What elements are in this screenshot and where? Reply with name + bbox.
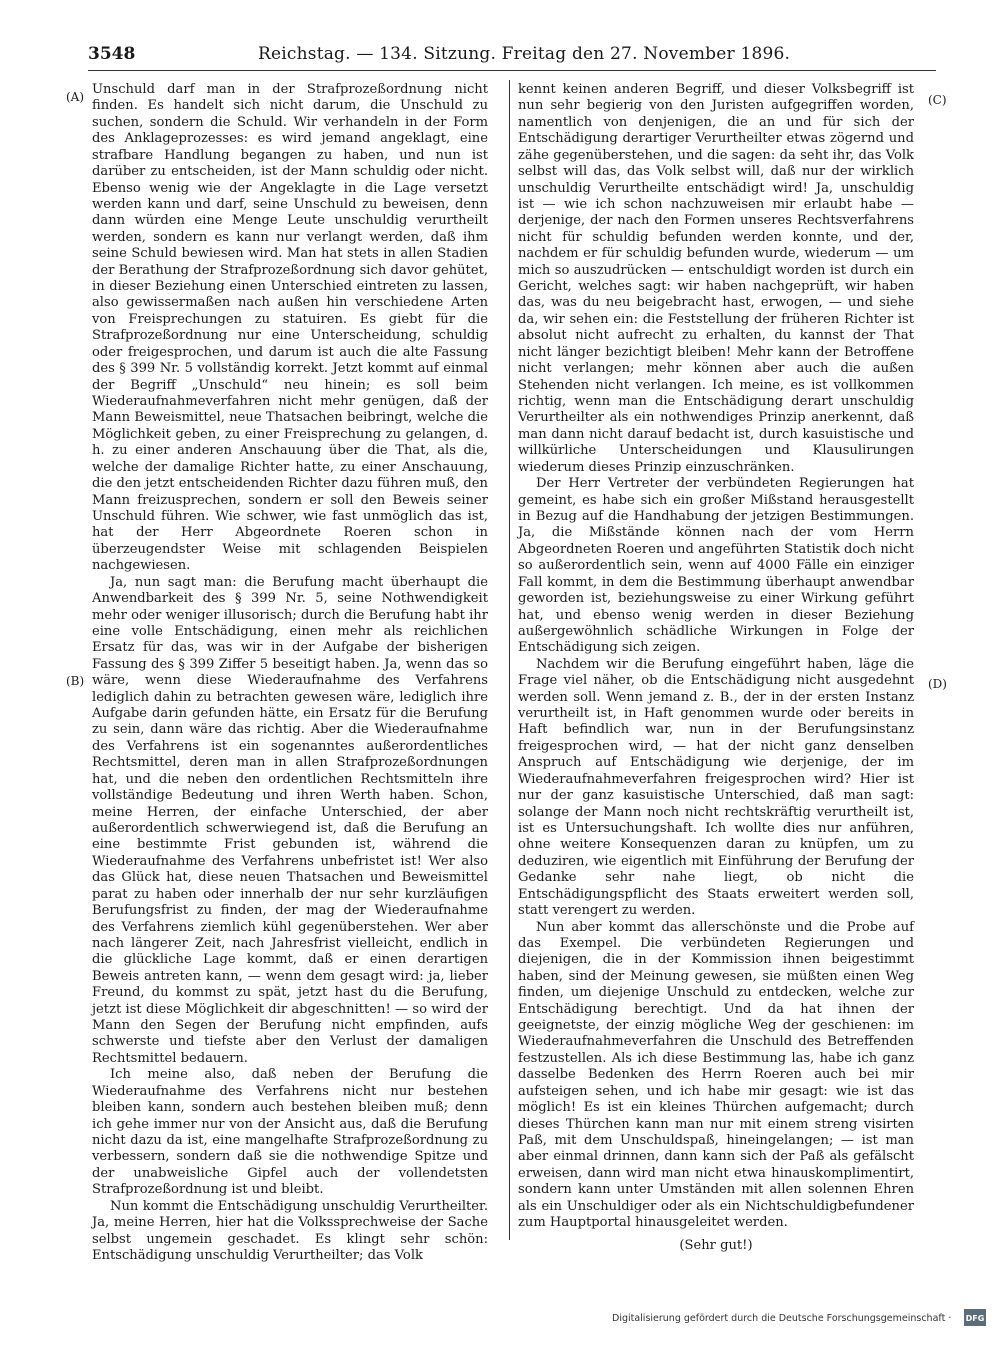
footer-credit: Digitalisierung gefördert durch die Deutsche Forschungsgemeinschaft ·	[612, 1313, 952, 1324]
paragraph: Nun kommt die Entschädigung unschuldig Verurtheilter. Ja, meine Herren, hier hat die Volkssprechweise der Sache selbst ungemein geschadet. Es klingt sehr schön: Entschädigung unschuldig Verurtheilter; das Volk	[92, 1198, 488, 1263]
paragraph: Der Herr Vertreter der verbündeten Regierungen hat gemeint, es habe sich ein großer Mißstand herausgestellt in Bezug auf die Handhabung der jetzigen Bestimmungen. Ja, die Mißstände können nach der vom Herrn Abgeordneten Roeren und angeführten Statistik doch nicht so außerordentlich sein, wenn auf 4000 Fälle ein einziger Fall kommt, in dem die Bestimmung überhaupt anwendbar geworden ist, beziehungsweise zu einer Wirkung geführt hat, und ebenso wenig werden in dieser Beziehung außergewöhnlich schädliche Wirkungen in Folge der Entschädigung sich zeigen.	[518, 476, 914, 656]
running-head: Reichstag. — 134. Sitzung. Freitag den 27. November 1896.	[258, 44, 791, 64]
page-number: 3548	[88, 44, 136, 64]
column-divider	[509, 80, 510, 1240]
interjection: (Sehr gut!)	[679, 1237, 753, 1253]
margin-label-b: (B)	[66, 674, 85, 688]
margin-label-a: (A)	[66, 90, 85, 104]
header-rule	[88, 70, 936, 71]
left-column	[92, 82, 488, 1264]
paragraph: kennt keinen anderen Begriff, und dieser Volksbegriff ist nun sehr begierig von den Juristen aufgegriffen worden, namentlich von denjenigen, die an und für sich der Entschädigung derartiger Verurtheilter etwas zögernd und zähe gegenüberstehen, und die sagen: da seht ihr, das Volk selbst will das, das Volk selbst will, daß nur der wirklich unschuldig Verurtheilte entschädigt wird! Ja, unschuldig ist — wie ich schon nachzuweisen mir erlaubt habe — derjenige, der nach den Formen unseres Rechtsverfahrens nicht für schuldig befunden werden konnte, und der, nachdem er für schuldig befunden wurde, wiederum — um mich so auszudrücken — entschuldigt worden ist durch ein Gericht, welches sagt: wir haben nachgeprüft, wir haben das, was du neu beigebracht hast, erwogen, — und siehe da, wir sehen ein: die Feststellung der früheren Richter ist absolut nicht aufrecht zu erhalten, du kannst der That nicht länger bezichtigt bleiben! Mehr kann der Betroffene nicht verlangen; mehr können aber auch die außen Stehenden nicht verlangen. Ich meine, es ist vollkommen richtig, wenn man die Entschädigung derart unschuldig Verurtheilter als ein nothwendiges Prinzip anerkennt, daß man dann nicht darauf bedacht ist, durch kasuistische und willkürliche Unterscheidungen und Klausulirungen wiederum dieses Prinzip einzuschränken.	[518, 82, 914, 475]
paragraph: Nun aber kommt das allerschönste und die Probe auf das Exempel. Die verbündeten Regierungen und diejenigen, die in der Kommission ihnen beigestimmt haben, sind der Meinung gewesen, sie müßten einen Weg finden, um diejenige Unschuld zu entdecken, welche zur Entschädigung berechtigt. Und da hat ihnen der geeignetste, der einzig mögliche Weg der geschienen: im Wiederaufnahmeverfahren die Unschuld des Betreffenden festzustellen. Als ich diese Bestimmung las, habe ich ganz dasselbe Bedenken des Herrn Roeren auch bei mir aufsteigen sehen, und ich habe mir gesagt: wie ist das möglich! Es ist ein kleines Thürchen aufgemacht; durch dieses Thürchen kann man nur mit einem streng visirten Paß, mit dem Unschuldspaß, hineingelangen; — ist man aber einmal drinnen, dann kann sich der Paß als gefälscht erweisen, dann wird man nicht etwa hinauskomplimentirt, sondern kann unter Umständen mit allen solennen Ehren als ein Unschuldiger oder als ein Nichtschuldigbefundener zum Hauptportal hinausgeleitet werden.	[518, 919, 914, 1231]
margin-label-d: (D)	[928, 677, 947, 691]
paragraph: Nachdem wir die Berufung eingeführt haben, läge die Frage viel näher, ob die Entschädigung nicht ausgedehnt werden soll. Wenn jemand z. B., der in der ersten Instanz verurtheilt ist, in Haft genommen wurde oder bereits in Haft befindlich war, nun in der Berufungsinstanz freigesprochen wird, — hat der nicht ganz denselben Anspruch auf Entschädigung wie derjenige, der im Wiederaufnahmeverfahren freigesprochen wird? Hier ist nur der ganz kasuistische Unterschied, daß man sagt: solange der Mann noch nicht rechtskräftig verurtheilt ist, ist es Untersuchungshaft. Ich wollte dies nur anführen, ohne weitere Konsequenzen daran zu knüpfen, um zu deduziren, wie eigentlich mit Einführung der Berufung der Gedanke sehr nahe liegt, ob nicht die Entschädigungspflicht des Staats erweitert werden soll, statt verengert zu werden.	[518, 656, 914, 919]
right-column	[518, 82, 914, 1254]
margin-label-c: (C)	[928, 93, 947, 107]
dfg-logo-icon	[964, 1309, 986, 1326]
paragraph: Ich meine also, daß neben der Berufung die Wiederaufnahme des Verfahrens nicht nur bestehen bleiben kann, sondern auch bestehen bleiben muß; denn ich gehe immer nur von der Ansicht aus, daß die Berufung nicht dazu da ist, eine mangelhafte Strafprozeßordnung zu verbessern, sondern daß sie die nothwendige Spitze und der unabweisliche Gipfel auch der vollendetsten Strafprozeßordnung ist und bleibt.	[92, 1067, 488, 1198]
dfg-logo-text: DFG	[965, 1314, 985, 1323]
paragraph: Ja, nun sagt man: die Berufung macht überhaupt die Anwendbarkeit des § 399 Nr. 5, seine Nothwendigkeit mehr oder weniger illusorisch; durch die Berufung habt ihr eine volle Entschädigung, einen mehr als reichlichen Ersatz für das, was wir in der Aufgabe der bisherigen Fassung des § 399 Ziffer 5 beseitigt haben. Ja, wenn das so wäre, wenn diese Wiederaufnahme des Verfahrens lediglich dahin zu betrachten gewesen wäre, lediglich ihre Aufgabe darin gefunden hätte, ein Ersatz für die Berufung zu sein, dann wäre das richtig. Aber die Wiederaufnahme des Verfahrens ist ein sogenanntes außerordentliches Rechtsmittel, deren man in allen Strafprozeßordnungen hat, und die neben den ordentlichen Rechtsmitteln ihre vollständige Bedeutung und ihren Werth haben. Schon, meine Herren, der einfache Unterschied, der aber außerordentlich schwerwiegend ist, daß die Berufung an eine bestimmte Frist gebunden ist, während die Wiederaufnahme des Verfahrens unbefristet ist! Wer also das Glück hat, diese neuen Thatsachen und Beweismittel parat zu haben oder innerhalb der nur sehr kurzläufigen Berufungsfrist zu finden, der mag der Wiederaufnahme des Verfahrens ziemlich kühl gegenüberstehen. Wer aber nach längerer Zeit, nach Jahresfrist vielleicht, endlich in die glückliche Lage kommt, daß er einen derartigen Beweis antreten kann, — wenn dem gesagt wird: ja, lieber Freund, du kommst zu spät, jetzt hast du die Berufung, jetzt ist diese Möglichkeit dir abgeschnitten! — so wird der Mann den Segen der Berufung nicht empfinden, aufs schwerste und tiefste aber den Verlust der damaligen Rechtsmittel bedauern.	[92, 574, 488, 1066]
paragraph: Unschuld darf man in der Strafprozeßordnung nicht finden. Es handelt sich nicht darum, die Unschuld zu suchen, sondern die Schuld. Wir verhandeln in der Form des Anklageprozesses: es wird jemand angeklagt, eine strafbare Handlung begangen zu haben, und nun ist darüber zu entscheiden, ist der Mann schuldig oder nicht. Ebenso wenig wie der Angeklagte in die Lage versetzt werden kann und darf, seine Unschuld zu beweisen, denn dann würden eine Menge Leute unschuldig verurtheilt werden, sondern es kann nur verlangt werden, daß ihm seine Schuld bewiesen wird. Man hat stets in allen Stadien der Berathung der Strafprozeßordnung sich davor gehütet, in dieser Beziehung einen Unterschied eintreten zu lassen, also gewissermaßen nach außen hin verschiedene Arten von Freisprechungen zu statuiren. Es giebt für die Strafprozeßordnung nur eine Unterscheidung, schuldig oder freigesprochen, und darum ist auch die alte Fassung des § 399 Nr. 5 vollständig korrekt. Jetzt kommt auf einmal der Begriff „Unschuld“ neu hinein; es soll beim Wiederaufnahmeverfahren nicht mehr genügen, daß der Mann Beweismittel, neue Thatsachen beibringt, welche die Möglichkeit geben, zu einer Freisprechung zu gelangen, d. h. zu einer anderen Anschauung über die That, als die, welche der damalige Richter hatte, zu einer Anschauung, die den jetzt entscheidenden Richter dazu führen muß, den Mann freizusprechen, sondern er soll den Beweis seiner Unschuld führen. Wie schwer, wie fast unmöglich das ist, hat der Herr Abgeordnete Roeren schon in überzeugendster Weise mit schlagenden Beispielen nachgewiesen.	[92, 82, 488, 574]
